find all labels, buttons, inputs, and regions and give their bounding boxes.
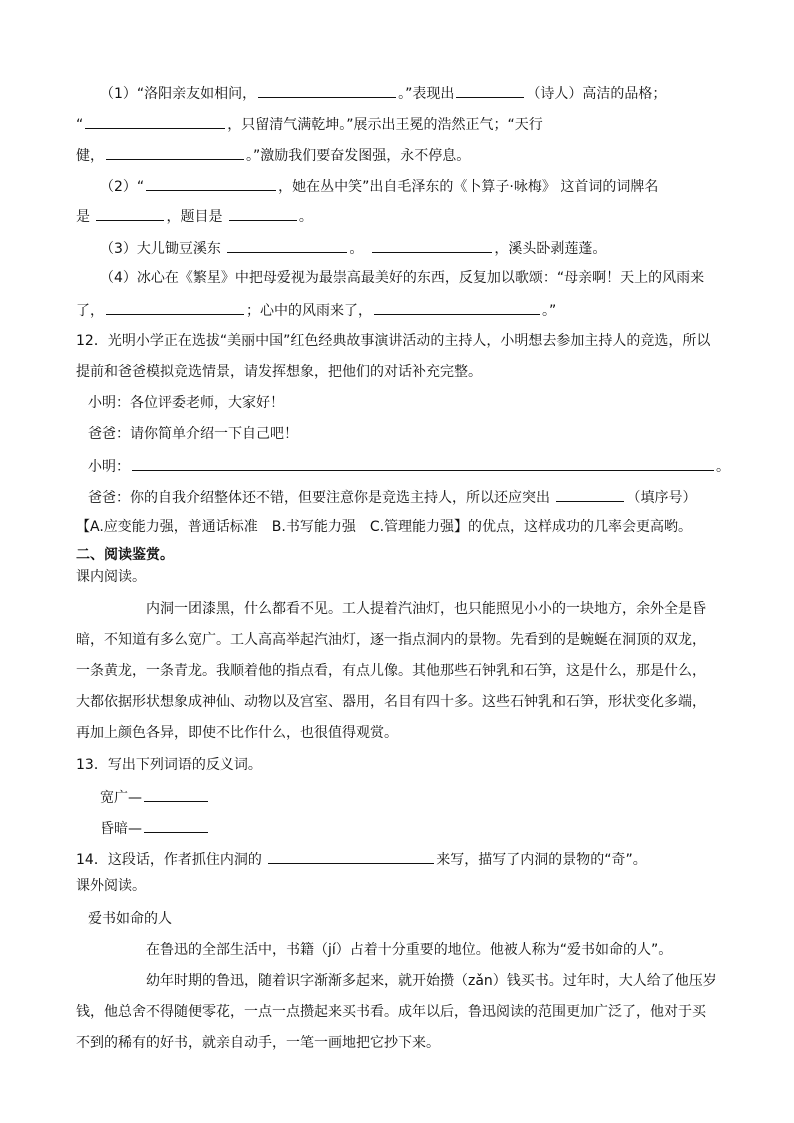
answer-blank[interactable] — [372, 237, 492, 253]
text: 。 — [298, 209, 313, 225]
text: （1）“洛阳亲友如相问， — [100, 86, 257, 102]
answer-blank[interactable] — [556, 486, 624, 502]
passage1-line2 — [76, 630, 706, 650]
passage-text: 再加上颜色各异，即使不比作什么，也很值得观赏。 — [76, 725, 398, 741]
passage-text: 内洞一团漆黑，什么都看不见。工人提着汽油灯，也只能照见小小的一块地方，余外全是昏 — [146, 601, 706, 617]
section-title — [76, 545, 174, 565]
q12-options — [76, 517, 692, 537]
q12-line2 — [76, 362, 482, 382]
passage-text: 暗，不知道有多么宽广。工人高高举起汽油灯，逐一指点洞内的景物。先看到的是蜿蜒在洞顶的双龙， — [76, 632, 706, 648]
passage2-line1 — [146, 940, 672, 960]
subsection-label-innerclass — [76, 567, 146, 587]
passage1-line4 — [76, 692, 706, 712]
text: 。”表现出 — [398, 86, 455, 102]
text: 健， — [76, 148, 104, 164]
answer-blank[interactable] — [374, 299, 540, 315]
q12-dialog-xiaoming-2 — [88, 455, 730, 475]
text: 。” — [542, 303, 557, 319]
q11-part1-line1 — [100, 82, 666, 102]
word-text: 昏暗— — [100, 821, 142, 837]
passage-text: 在鲁迅的全部生活中，书籍（jí）占着十分重要的地位。他被人称为“爱书如命的人”。 — [146, 942, 673, 958]
question-text: 13．写出下列词语的反义词。 — [76, 757, 262, 773]
text: 。”激励我们要奋发图强，永不停息。 — [246, 148, 471, 164]
answer-blank[interactable] — [456, 82, 524, 98]
passage2-line4 — [76, 1033, 440, 1053]
q11-part1-line2 — [76, 113, 543, 133]
text: ；心中的风雨来了， — [246, 303, 372, 319]
text: 。 — [349, 241, 357, 257]
article-title-text: 爱书如命的人 — [88, 911, 172, 927]
passage1-line1 — [146, 599, 706, 619]
answer-blank[interactable] — [144, 786, 208, 802]
passage-text: 幼年时期的鲁迅，随着识字渐渐多起来，就开始攒（zǎn）钱买书。过年时，大人给了他压岁 — [146, 973, 717, 989]
q13-item-a — [100, 786, 210, 806]
text: 是 — [76, 209, 90, 225]
q12-dialog-xiaoming-1 — [88, 393, 284, 413]
text: ，溪头卧剥莲蓬。 — [494, 241, 607, 257]
text: ，她在丛中笑”出自毛泽东的《卜算子·咏梅》 这首词的词牌名 — [278, 179, 659, 195]
answer-blank[interactable] — [132, 455, 714, 471]
passage2-line2 — [146, 971, 717, 991]
q14-line — [76, 848, 647, 868]
q11-part2-line1 — [100, 175, 658, 195]
passage-text: 大都依据形状想象成神仙、动物以及宫室、器用，名目有四十多。这些石钟乳和石笋，形状变化多端， — [76, 694, 706, 710]
text: 。 — [716, 459, 730, 475]
subsection-label-outerclass — [76, 876, 146, 896]
passage-text: 不到的稀有的好书，就亲自动手，一笔一画地把它抄下来。 — [76, 1035, 440, 1051]
passage1-line5 — [76, 723, 398, 743]
q11-part2-line2 — [76, 205, 313, 225]
q12-dialog-baba-1 — [88, 424, 298, 444]
subsection-text: 课外阅读。 — [76, 878, 146, 894]
answer-blank[interactable] — [96, 205, 164, 221]
q13-item-b — [100, 817, 210, 837]
text: （诗人）高洁的品格； — [526, 86, 667, 102]
answer-blank[interactable] — [227, 237, 347, 253]
q11-part3-line — [100, 237, 606, 257]
q11-part4-line1 — [100, 268, 704, 288]
answer-blank[interactable] — [146, 175, 276, 191]
question-text: 提前和爸爸模拟竞选情景，请发挥想象，把他们的对话补充完整。 — [76, 364, 482, 380]
answer-blank[interactable] — [229, 205, 297, 221]
dialog-text: 小明：各位评委老师，大家好！ — [88, 395, 284, 411]
word-text: 宽广— — [100, 790, 142, 806]
passage1-line3 — [76, 661, 706, 681]
text: （3）大儿锄豆溪东 — [100, 241, 221, 257]
passage-text: 钱，他总舍不得随便零花，一点一点攒起来买书看。成年以后，鲁迅阅读的范围更加广泛了，他对于买 — [76, 1004, 706, 1020]
text: （2）“ — [100, 179, 145, 195]
q12-line1 — [76, 331, 710, 351]
dialog-text: 小明： — [88, 459, 130, 475]
text: 了， — [76, 303, 104, 319]
q13-line — [76, 755, 262, 775]
dialog-text: 爸爸：请你简单介绍一下自己吧！ — [88, 426, 298, 442]
answer-blank[interactable] — [106, 144, 244, 160]
answer-blank[interactable] — [258, 82, 396, 98]
subsection-text: 课内阅读。 — [76, 569, 146, 585]
answer-blank[interactable] — [144, 817, 208, 833]
answer-blank[interactable] — [268, 848, 434, 864]
question-text: 来写，描写了内洞的景物的“奇”。 — [436, 852, 647, 868]
text: ，只留清气满乾坤。”展示出王冕的浩然正气；“天行 — [227, 117, 543, 133]
q11-part1-line3 — [76, 144, 470, 164]
q11-part4-line2 — [76, 299, 556, 319]
text: （4）冰心在《繁星》中把母爱视为最崇高最美好的东西，反复加以歌颂：“母亲啊！天上的风雨来 — [100, 270, 705, 286]
question-text: 14．这段话，作者抓住内洞的 — [76, 852, 262, 868]
answer-blank[interactable] — [85, 113, 225, 129]
dialog-text: 爸爸：你的自我介绍整体还不错，但要注意你是竞选主持人，所以还应突出 — [88, 490, 550, 506]
options-text: 【A.应变能力强，普通话标准 B.书写能力强 C.管理能力强】的优点，这样成功的几率会更高哟。 — [76, 519, 693, 535]
passage-text: 一条黄龙，一条青龙。我顺着他的指点看，有点儿像。其他那些石钟乳和石笋，这是什么，那是什么， — [76, 663, 706, 679]
question-text: 12．光明小学正在选拔“美丽中国”红色经典故事演讲活动的主持人，小明想去参加主持人的竞选，所以 — [76, 333, 711, 349]
text: ，题目是 — [166, 209, 223, 225]
text: “ — [76, 117, 84, 133]
q12-dialog-baba-2 — [88, 486, 696, 506]
section-title-text: 二、阅读鉴赏。 — [76, 547, 174, 563]
text: （填序号） — [626, 490, 697, 506]
answer-blank[interactable] — [106, 299, 244, 315]
article-title — [88, 909, 172, 929]
passage2-line3 — [76, 1002, 706, 1022]
